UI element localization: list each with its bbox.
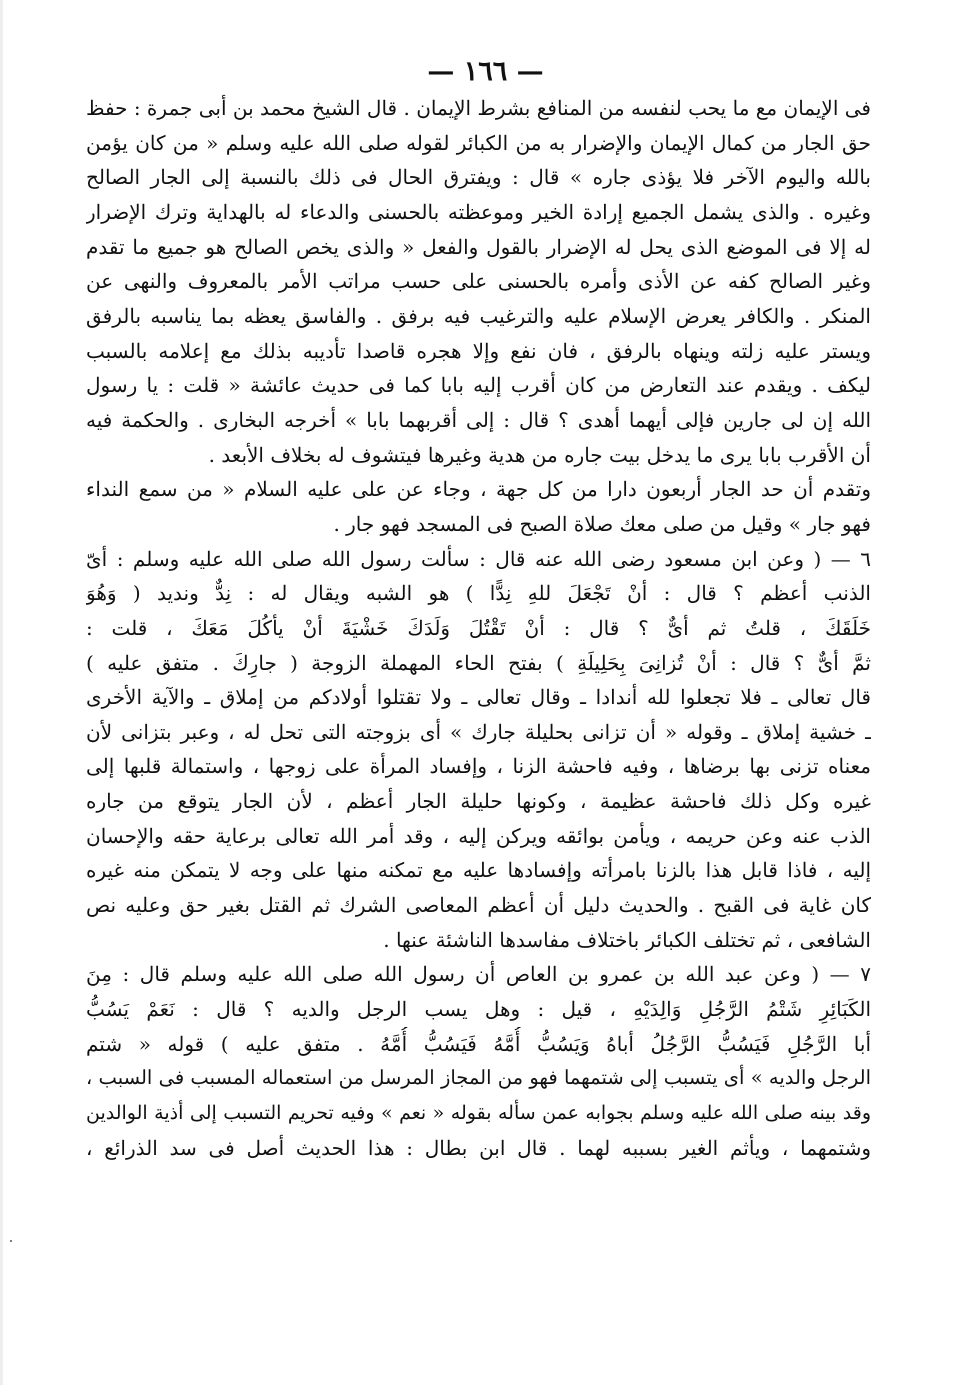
text-line: ـ خشية إملاق ـ وقوله « أن تزانى بحليلة جارك » أى بزوجته التى تحل له ، وعبر بتزانى لأن <box>86 719 871 744</box>
text-line: أن الأقرب بابا يرى ما يدخل بيت جاره من هدية وغيرها فيتشوف له بخلاف الأبعد . <box>208 442 871 467</box>
text-line: كان غاية فى القبح . والحديث دليل أن أعظم المعاصى الشرك ثم القتل بغير حق وعليه نص <box>86 893 871 918</box>
text-line: الله إن لى جارين فإلى أيهما أهدى ؟ قال : إلى أقربهما بابا » أخرجه البخارى . والحكمة فيه <box>86 407 871 432</box>
text-line: وغير الصالح كفه عن الأذى وأمره بالحسنى على حسب مراتب الأمر بالمعروف والنهى عن <box>86 269 871 294</box>
scan-edge-shadow <box>0 0 3 1385</box>
text-line: إليه ، فاذا قابل هذا بالزنا بامرأته وإفسادها عليه مع تمكنه منها على وجه لا يتمكن منه غيره <box>86 858 871 883</box>
text-line: المنكر . والكافر يعرض الإسلام عليه والترغيب فيه برفق . والفاسق يعظه بما يناسبه بالرفق <box>86 303 871 328</box>
text-line: فى الإيمان مع ما يحب لنفسه من المنافع بشرط الإيمان . قال الشيخ محمد بن أبى جمرة : حفظ <box>86 96 871 120</box>
paragraph-end-line: الشافعى ، ثم تختلف الكبائر باختلاف مفاسدها الناشئة عنها . <box>383 927 871 952</box>
hadith-6-heading-line: ٦ — ( وعن ابن مسعود رضى الله عنه قال : سألت رسول الله صلى الله عليه وسلم : أىّ <box>86 546 871 571</box>
text-line: وقد بينه صلى الله عليه وسلم بجوابه عمن سأله بقوله « نعم » وفيه تحريم التسبب إلى أذية الوالدين <box>86 1102 871 1125</box>
text-line: وتقدم أن حد الجار أربعون دارا من كل جهة ، وجاء عن على عليه السلام « من سمع النداء <box>86 477 871 502</box>
text-line: قال تعالى ـ فلا تجعلوا لله أندادا ـ وقال تعالى ـ ولا تقتلوا أولادكم من إملاق ـ والآية الأخرى <box>86 685 871 710</box>
text-line: وشتمهما ، ويأثم الغير بسببه لهما . قال ابن بطال : هذا الحديث أصل فى سد الذرائع ، <box>86 1135 871 1160</box>
text-line: ويستر عليه زلته وينهاه بالرفق ، فان نفع وإلا هجره قاصدا تأديبه بذلك مع إعلامه بالسبب <box>86 338 871 363</box>
text-line: ليكف . ويقدم عند التعارض من كان أقرب إليه بابا كما فى حديث عائشة « قلت : يا رسول <box>86 373 871 398</box>
text-line: الذب عنه وعن حريمه ، ويأمن بوائقه ويركن إليه ، وقد أمر الله تعالى برعاية حقه والإحسان <box>86 823 871 848</box>
hadith-7-heading-line: ٧ — ( وعن عبد الله بن عمرو بن العاص أن رسول الله صلى الله عليه وسلم قال : مِنَ <box>86 962 871 987</box>
text-line: الذنب أعظم ؟ قال : أنْ تَجْعَلَ للهِ نِدًّا ) هو الشبه ويقال له : نِدٌّ ونديد ( وَهُوَ <box>86 581 871 606</box>
paragraph-end-line: فهو جار » وقيل من صلى معك صلاة الصبح فى المسجد فهو جار . <box>333 511 871 536</box>
text-line: خَلَقَكَ ، قلتُ ثم أىٌّ ؟ قال : أنْ تَقْتُلَ وَلَدَكَ خَشْيَةَ أنْ يأكُلَ مَعَكَ ، قلت : <box>86 615 871 640</box>
text-line: له إلا فى الموضع الذى يحل له الإضرار بالقول والفعل « والذى يخص الصالح هو جميع ما تقدم <box>86 234 871 259</box>
text-line: حق الجار من كمال الإيمان والإضرار به من الكبائر لقوله صلى الله عليه وسلم « من كان يؤمن <box>86 130 871 155</box>
scan-speck <box>10 1240 12 1242</box>
page-number: — ١٦٦ — <box>427 56 544 87</box>
text-line: وغيره . والذى يشمل الجميع إرادة الخير وموعظته بالحسنى والدعاء له بالهداية وترك الإضرار <box>86 199 871 224</box>
text-line: أبا الرَّجُلِ فَيَسُبُّ الرَّجُلُ أباهُ وَيَسُبُّ أُمَّهُ فَيَسُبُّ أُمَّهُ . متفق عليه ) قوله « شتم <box>86 1031 871 1056</box>
text-line: ثمَّ أىٌّ ؟ قال : أنْ تُزانِىَ بِحَلِيلَةِ ) بفتح الحاء المهملة الزوجة ( جارِكَ . متفق عليه ) <box>86 650 871 675</box>
text-line: الكَبَائِرِ شَتْمُ الرَّجُلِ وَالِدَيْهِ ، قيل : وهل يسب الرجل والديه ؟ قال : نَعَمْ يَسُبُّ <box>86 997 871 1022</box>
text-line: بالله واليوم الآخر فلا يؤذى جاره » قال : ويفترق الحال فى ذلك بالنسبة إلى الجار الصالح <box>86 165 871 190</box>
text-line: غيره وكل ذلك فاحشة عظيمة ، وكونها حليلة الجار أعظم ، لأن الجار يتوقع من جاره <box>86 789 871 814</box>
text-line: معناه تزنى بها برضاها ، وفيه فاحشة الزنا ، وإفساد المرأة على زوجها ، واستمالة قلبها إلى <box>86 754 871 779</box>
body-text <box>86 91 871 1165</box>
text-line: الرجل والديه » أى يتسبب إلى شتمهما فهو من المجاز المرسل من استعماله المسبب فى السبب ، <box>86 1066 871 1090</box>
